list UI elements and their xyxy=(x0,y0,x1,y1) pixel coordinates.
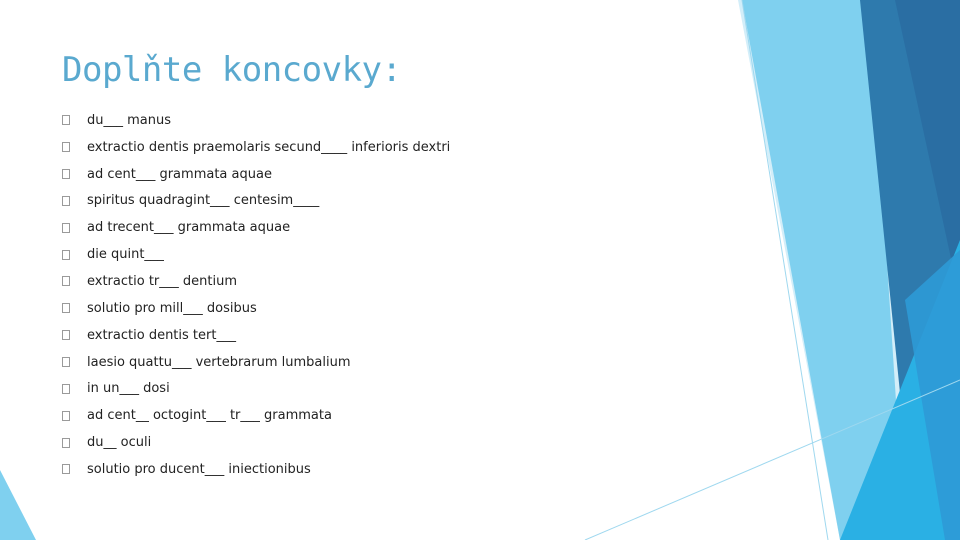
square-bullet-icon xyxy=(62,384,70,394)
list-item xyxy=(62,188,450,215)
exercise-text: ad trecent___ grammata aquae xyxy=(87,220,291,236)
exercise-text: solutio pro mill___ dosibus xyxy=(87,300,257,316)
square-bullet-icon xyxy=(62,330,70,340)
square-bullet-icon xyxy=(62,169,70,179)
list-item xyxy=(62,161,450,188)
exercise-text: extractio dentis tert___ xyxy=(87,327,236,343)
exercise-text: spiritus quadragint___ centesim____ xyxy=(87,193,320,209)
list-item xyxy=(62,268,450,295)
exercise-text: solutio pro ducent___ iniectionibus xyxy=(87,461,311,477)
square-bullet-icon xyxy=(62,196,70,206)
square-bullet-icon xyxy=(62,276,70,286)
list-item xyxy=(62,402,450,429)
list-item xyxy=(62,349,450,376)
list-item xyxy=(62,375,450,402)
square-bullet-icon xyxy=(62,303,70,313)
exercise-text: extractio tr___ dentium xyxy=(87,273,237,289)
list-item xyxy=(62,241,450,268)
list-item xyxy=(62,429,450,456)
square-bullet-icon xyxy=(62,464,70,474)
list-item xyxy=(62,295,450,322)
exercise-text: extractio dentis praemolaris secund____ inferioris dextri xyxy=(87,139,451,155)
exercise-list xyxy=(62,107,450,483)
square-bullet-icon xyxy=(62,142,70,152)
exercise-text: du___ manus xyxy=(87,112,172,128)
exercise-text: ad cent__ octogint___ tr___ grammata xyxy=(87,408,332,424)
list-item xyxy=(62,134,450,161)
square-bullet-icon xyxy=(62,357,70,367)
list-item xyxy=(62,107,450,134)
list-item xyxy=(62,456,450,483)
exercise-text: laesio quattu___ vertebrarum lumbalium xyxy=(87,354,351,370)
exercise-text: du__ oculi xyxy=(87,435,152,451)
list-item xyxy=(62,322,450,349)
exercise-text: die quint___ xyxy=(87,247,164,263)
square-bullet-icon xyxy=(62,223,70,233)
square-bullet-icon xyxy=(62,411,70,421)
slide-title: Doplňte koncovky: xyxy=(62,50,402,90)
left-corner-triangle xyxy=(0,470,36,540)
exercise-text: in un___ dosi xyxy=(87,381,170,397)
square-bullet-icon xyxy=(62,250,70,260)
square-bullet-icon xyxy=(62,115,70,125)
exercise-text: ad cent___ grammata aquae xyxy=(87,166,272,182)
list-item xyxy=(62,214,450,241)
square-bullet-icon xyxy=(62,438,70,448)
